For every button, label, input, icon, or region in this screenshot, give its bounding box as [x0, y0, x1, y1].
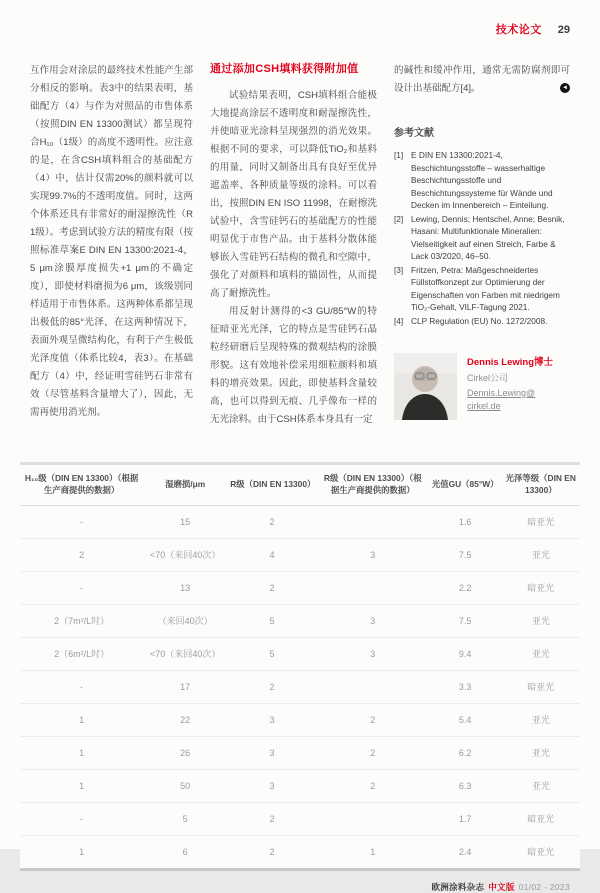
table-header-cell: R级（DIN EN 13300）（根据生产商提供的数据）	[317, 464, 429, 506]
article-paragraph-col2-1: 试验结果表明，CSH填料组合能极大地提高涂层不透明度和耐湿擦洗性，并使暗亚光涂料呈现强烈的消光效果。根据不同的要求，可以降低TiO₂和基料的用量，同时又制备出具有良好至优异遮盖率、各种质量等级的涂料。可以看出，按照DIN EN ISO 11998，在耐擦洗试验中，含雪硅钙石的基础配方的性能明显优于市售产品。由于基料分散体能够嵌入雪硅钙石结构的微孔和空隙中，强化了对颜料和填料的锚固性，从而提高了耐擦洗性。	[210, 90, 377, 299]
table-cell: 1	[370, 846, 376, 857]
author-email-line2: cirkel.de	[467, 401, 501, 411]
table-cell: <70（来回40次）	[143, 637, 227, 670]
table-cell: 17	[143, 670, 227, 703]
reference-text: Fritzen, Petra: Maßgeschneidertes Füllstoffkonzept zur Optimierung der Eigenschaften von Farben mit niedrigem TiO₂-Gehalt, VILF-Tagung 2021.	[411, 264, 560, 312]
table-row	[20, 538, 580, 571]
reference-number: [2]	[394, 213, 404, 224]
table-cell: 2	[317, 703, 429, 736]
reference-text: Lewing, Dennis; Hentschel, Anne; Besnik, Hasani: Multifunktionale Mineralien: Vielseitigkeit auf einen Streich, Farbe & Lack 03/2020, 46–50.	[411, 213, 565, 261]
table-cell: 3	[317, 604, 429, 637]
section-title: 通过添加CSH填料获得附加值	[210, 63, 359, 75]
reference-item	[394, 315, 570, 328]
table-cell: 26	[143, 736, 227, 769]
table-cell	[317, 505, 429, 538]
author-email-line1: Dennis.Lewing@	[467, 388, 536, 398]
table-header-row	[20, 464, 580, 506]
references-title: 参考文献	[394, 128, 434, 139]
table-cell: 3	[317, 538, 429, 571]
table-cell: 6.2	[429, 736, 502, 769]
table-cell: -	[20, 505, 143, 538]
column-2	[210, 62, 377, 429]
reference-item	[394, 149, 570, 212]
table-cell: <70（来回40次）	[143, 538, 227, 571]
article-paragraph-col2-2: 用反射计测得的<3 GU/85°W的特征暗亚光光泽，它的特点是雪硅钙石晶粒经研磨后呈现特殊的微观结构的涂膜形貌。这有效地补偿采用细粒颜料和填料的增亮效果。因此，即使基料含量较高，也可以得到无痕、几乎像布一样的无光涂料。由于CSH体系本身具有一定	[210, 306, 377, 425]
table-cell: 1	[20, 736, 143, 769]
article-closing-block	[394, 62, 570, 98]
table-cell: 2	[20, 538, 143, 571]
table-cell: 3	[227, 703, 317, 736]
table-cell: 亚光	[502, 736, 580, 769]
table-cell: 22	[143, 703, 227, 736]
table-cell: 2	[227, 505, 317, 538]
table-cell: 50	[143, 769, 227, 802]
table-cell: 2	[227, 571, 317, 604]
reference-text: CLP Regulation (EU) No. 1272/2008.	[411, 315, 548, 326]
table-cell: 2.4	[458, 846, 472, 857]
table-cell: 5.4	[429, 703, 502, 736]
article-paragraph-col1: 互作用会对涂层的最终技术性能产生部分相反的影响。表3中的结果表明，基础配方（4）与作为对照品的市售体系（按照DIN EN 13300测试）都呈现符合H₁₀（1级）的高度不透明性。应注意的是，在含CSH填料组合的基础配方（4）中，估计仅需20%的颜料就可以实现99.7%的不透明度值。同时，这两个体系还具有非常好的耐湿擦洗性（R 1级）。考虑到试验方法的精度有限（按照标准草案E DIN EN 13300:2021-4，5 μm涂膜厚度损失+1 μm的不确定度），即使材料磨损为6 μm，该级别同样适用于市售体系。这两种体系都呈现出极低的85°光泽，在这两种情况下，表面外观呈微结构化，有利于产生极低光泽度值（体系比较4，表3）。在基础配方（4）中，经证明雪硅钙石非常有效（尽管基料含量增大了），因此，无需再使用消光剂。	[30, 65, 193, 418]
end-of-article-icon: ◄	[560, 83, 570, 93]
table-cell: 7.5	[429, 604, 502, 637]
table-cell: 9.4	[429, 637, 502, 670]
author-company: Cirkel公司	[467, 373, 509, 383]
table-cell: 2（6m²/L时）	[20, 637, 143, 670]
table-cell: 3	[227, 769, 317, 802]
table-cell: -	[20, 802, 143, 835]
section-label: 技术论文	[495, 24, 542, 36]
table-cell: 亚光	[502, 604, 580, 637]
table-cell: 1	[20, 703, 143, 736]
table-cell: 13	[143, 571, 227, 604]
table-cell: 5	[227, 604, 317, 637]
edition-label: 中文版	[488, 881, 515, 892]
results-table-body	[20, 505, 580, 869]
table-cell: 6.3	[429, 769, 502, 802]
table-row	[20, 604, 580, 637]
table-cell: 1	[79, 846, 85, 857]
table-cell: 暗亚光	[502, 670, 580, 703]
page-header	[0, 0, 600, 38]
table-cell: 1	[20, 769, 143, 802]
author-name: Dennis Lewing博士	[467, 357, 554, 368]
table-header-cell: 光泽等级（DIN EN 13300）	[502, 464, 580, 506]
author-photo	[394, 353, 457, 420]
table-cell: 4	[227, 538, 317, 571]
table-cell: 亚光	[502, 703, 580, 736]
table-header-cell: R级（DIN EN 13300）	[227, 464, 317, 506]
table-cell: 7.5	[429, 538, 502, 571]
table-cell: 2	[227, 670, 317, 703]
results-table-section	[0, 462, 600, 871]
table-cell: 暗亚光	[502, 571, 580, 604]
table-row	[20, 670, 580, 703]
table-row	[20, 736, 580, 769]
table-cell: 亚光	[502, 637, 580, 670]
table-cell: -	[20, 571, 143, 604]
table-cell: 2	[269, 846, 275, 857]
table-cell: 2	[317, 736, 429, 769]
page-footer	[0, 881, 600, 893]
table-header-cell: 光值GU（85°W）	[429, 464, 502, 506]
table-cell: 5	[143, 802, 227, 835]
table-cell: 2.2	[429, 571, 502, 604]
table-cell: 2	[317, 769, 429, 802]
page-number: 29	[557, 24, 570, 36]
table-row	[20, 703, 580, 736]
table-cell: 2（7m²/L时）	[20, 604, 143, 637]
table-cell: 3	[227, 736, 317, 769]
table-row	[20, 802, 580, 835]
results-table	[20, 462, 580, 871]
reference-item	[394, 213, 570, 263]
references-list	[394, 149, 570, 327]
author-card	[394, 353, 570, 420]
author-email-link[interactable]	[467, 387, 535, 413]
table-cell: 2	[227, 802, 317, 835]
table-header-cell: H₁₀级（DIN EN 13300）（根据生产商提供的数据）	[20, 464, 143, 506]
journal-name: 欧洲涂料杂志	[431, 881, 485, 892]
table-header-cell: 湿磨损/μm	[143, 464, 227, 506]
table-cell	[317, 571, 429, 604]
table-cell: 暗亚光	[502, 505, 580, 538]
reference-number: [4]	[394, 315, 404, 326]
reference-text: E DIN EN 13300:2021-4, Beschichtungsstoffe – wasserhaltige Beschichtungsstoffe und Beschichtungssysteme für Wände und Decken im Innenbereich – Einteilung.	[411, 150, 553, 210]
reference-number: [3]	[394, 264, 404, 275]
table-row	[20, 505, 580, 538]
column-1	[30, 62, 193, 422]
table-cell: 3	[317, 637, 429, 670]
column-3	[394, 62, 570, 420]
table-cell	[317, 802, 429, 835]
table-cell	[317, 670, 429, 703]
article-columns	[0, 62, 600, 448]
table-cell: 亚光	[502, 538, 580, 571]
table-cell: 暗亚光	[527, 847, 555, 858]
table-cell: 3.3	[429, 670, 502, 703]
table-cell: 亚光	[502, 769, 580, 802]
table-cell: 1.7	[429, 802, 502, 835]
table-cell: 6	[182, 846, 188, 857]
table-cell: （来回40次）	[143, 604, 227, 637]
table-row	[20, 769, 580, 802]
reference-number: [1]	[394, 150, 404, 160]
results-table-head	[20, 464, 580, 506]
table-row	[20, 835, 580, 869]
table-cell: -	[20, 670, 143, 703]
article-paragraph-col3: 的碱性和缓冲作用，通常无需防腐剂即可设计出基础配方[4]。	[394, 65, 570, 94]
reference-item	[394, 264, 570, 314]
table-cell: 暗亚光	[502, 802, 580, 835]
table-cell: 15	[143, 505, 227, 538]
issue-label: 01/02 - 2023	[518, 881, 570, 892]
table-row	[20, 637, 580, 670]
author-info	[467, 353, 553, 420]
table-row	[20, 571, 580, 604]
table-cell: 1.6	[429, 505, 502, 538]
table-cell: 5	[227, 637, 317, 670]
